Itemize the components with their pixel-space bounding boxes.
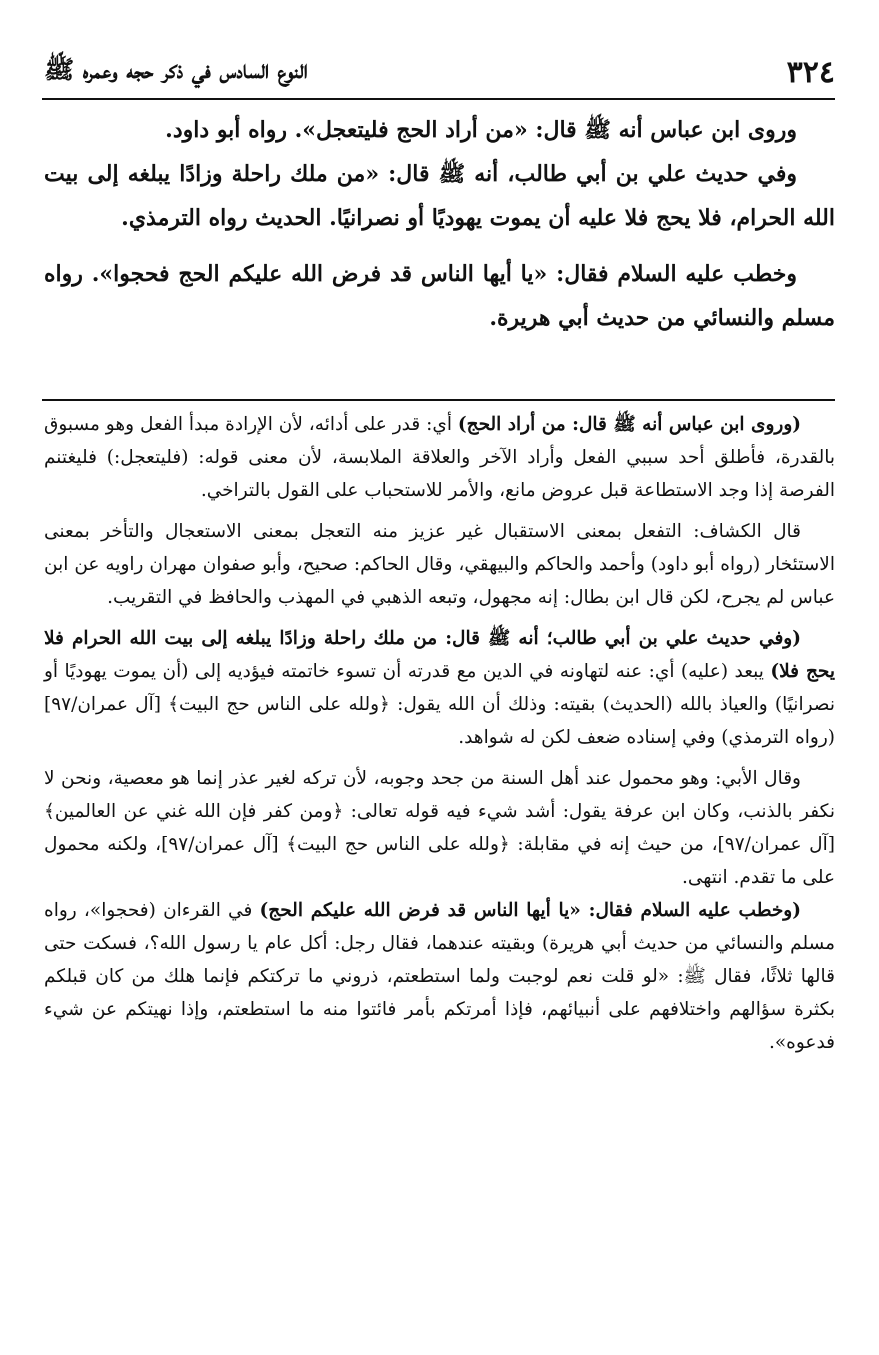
header-rule <box>42 98 835 100</box>
commentary-paragraph <box>44 894 835 1059</box>
commentary-paragraph <box>44 515 835 614</box>
page-number: ٣٢٤ <box>786 54 835 90</box>
commentary-text: قال الكشاف: التفعل بمعنى الاستقبال غير عزيز منه التعجل بمعنى الاستعجال والتأخر بمعنى الاستئخار (رواه أبو داود) وأحمد والحاكم والبيهقي، وقال الحاكم: صحيح، وأبو صفوان مهران راويه عن ابن عباس لم يجرح، لكن قال ابن بطال: إنه مجهول، وتبعه الذهبي في المهذب والحافظ في التقريب. <box>44 521 835 608</box>
commentary <box>44 408 835 1059</box>
main-paragraph: وروى ابن عباس أنه ﷺ قال: «من أراد الحج فليتعجل». رواه أبو داود. <box>165 117 797 143</box>
main-paragraph: وخطب عليه السلام فقال: «يا أيها الناس قد فرض الله عليكم الحج فحجوا». رواه مسلم والنسائي من حديث أبي هريرة. <box>44 261 835 331</box>
commentary-paragraph <box>44 762 835 894</box>
main-text <box>44 108 835 340</box>
commentary-lead: (وخطب عليه السلام فقال: «يا أيها الناس قد فرض الله عليكم الحج) <box>259 900 801 921</box>
commentary-paragraph <box>44 622 835 754</box>
running-title: النوع السادس في ذكر حجه وعمره ﷺ <box>44 54 308 84</box>
commentary-text: أي: قدر على أدائه، لأن الإرادة مبدأ الفعل وهو مسبوق بالقدرة، فأطلق أحد سببي الفعل وأراد الآخر والعلاقة الملابسة، لأن معنى قوله: (فليتعجل:) فليغتنم الفرصة إذا وجد الاستطاعة قبل عروض مانع، والأمر للاستحباب على القول بالتراخي. <box>44 414 835 501</box>
commentary-text: يبعد (عليه) أي: عنه لتهاونه في الدين مع قدرته أن تسوء خاتمته فيؤديه إلى (أن يموت يهوديًا أو نصرانيًا) والعياذ بالله (الحديث) بقيته: وذلك أن الله يقول: ﴿ولله على الناس حج البيت﴾ [آل عمران/٩٧] (رواه الترمذي) وفي إسناده ضعف لكن له شواهد. <box>44 661 835 748</box>
page-header <box>44 50 835 94</box>
commentary-lead: (وفي حديث علي بن أبي طالب؛ أنه ﷺ قال: من ملك راحلة وزادًا يبلغه إلى بيت الله الحرام فلا يحج فلا) <box>44 628 835 682</box>
main-paragraph: وفي حديث علي بن أبي طالب، أنه ﷺ قال: «من ملك راحلة وزادًا يبلغه إلى بيت الله الحرام، فلا يحج فلا عليه أن يموت يهوديًا أو نصرانيًا. الحديث رواه الترمذي. <box>44 161 835 231</box>
footnote-separator <box>42 399 835 401</box>
commentary-text: في القرءان (فحجوا»، رواه مسلم والنسائي من حديث أبي هريرة) وبقيته عندهما، فقال رجل: أكل عام يا رسول الله؟، فسكت حتى قالها ثلاثًا، فقال ﷺ: «لو قلت نعم لوجبت ولما استطعتم، ذروني ما تركتكم فإنما هلك من كان قبلكم بكثرة سؤالهم واختلافهم على أنبيائهم، فإذا أمرتكم بأمر فائتوا منه ما استطعتم، وإذا نهيتكم عن شيء فدعوه». <box>44 900 835 1053</box>
commentary-lead: (وروى ابن عباس أنه ﷺ قال: من أراد الحج) <box>457 414 802 435</box>
commentary-text: وقال الأبي: وهو محمول عند أهل السنة من جحد وجوبه، لأن تركه لغير عذر إنما هو معصية، ونحن لا نكفر بالذنب، وكان ابن عرفة يقول: أشد شيء فيه قوله تعالى: ﴿ومن كفر فإن الله غني عن العالمين﴾ [آل عمران/٩٧]، من حيث إنه في مقابلة: ﴿ولله على الناس حج البيت﴾ [آل عمران/٩٧]، ولكنه محمول على ما تقدم. انتهى. <box>44 768 835 888</box>
commentary-paragraph <box>44 408 835 507</box>
